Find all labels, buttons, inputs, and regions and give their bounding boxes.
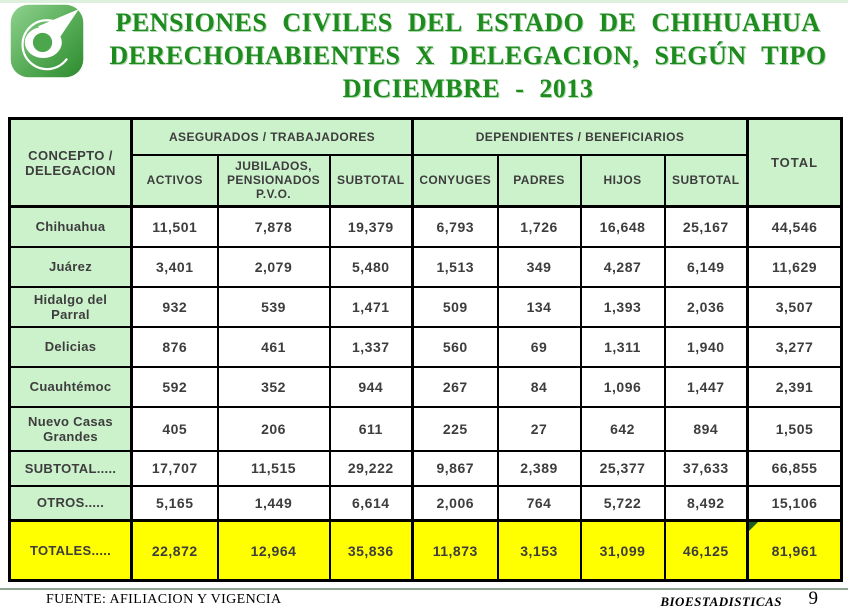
value-cell: 267 <box>413 367 498 407</box>
value-cell: 134 <box>498 287 581 327</box>
value-cell: 1,513 <box>413 247 498 287</box>
title-line-2: DERECHOHABIENTES X DELEGACION, SEGÚN TIPO <box>109 41 827 70</box>
value-cell: 6,614 <box>330 486 413 521</box>
table-row-totales <box>10 521 842 581</box>
header-dependientes-beneficiarios: DEPENDIENTES / BENEFICIARIOS <box>413 119 748 155</box>
pensiones-civiles-logo-icon <box>10 4 84 78</box>
value-cell: 29,222 <box>330 451 413 486</box>
value-cell: 11,515 <box>218 451 330 486</box>
header-activos: ACTIVOS <box>132 155 218 207</box>
value-cell: 5,165 <box>132 486 218 521</box>
value-cell: 16,648 <box>581 207 665 247</box>
header-total: TOTAL <box>748 119 842 207</box>
table-row-delicias <box>10 327 842 367</box>
row-label: Hidalgo del Parral <box>10 287 132 327</box>
header-sub-row <box>10 155 842 207</box>
row-label: Chihuahua <box>10 207 132 247</box>
value-cell: 4,287 <box>581 247 665 287</box>
value-cell: 1,940 <box>665 327 748 367</box>
value-cell: 35,836 <box>330 521 413 581</box>
value-cell: 876 <box>132 327 218 367</box>
value-cell: 8,492 <box>665 486 748 521</box>
header-concepto-delegacion: CONCEPTO / DELEGACION <box>10 119 132 207</box>
header-hijos: HIJOS <box>581 155 665 207</box>
table-row-subtotal <box>10 451 842 486</box>
value-cell: 15,106 <box>748 486 842 521</box>
slide-title <box>96 6 840 105</box>
value-cell: 25,167 <box>665 207 748 247</box>
footer-source-text: FUENTE: AFILIACION Y VIGENCIA <box>46 592 282 607</box>
value-cell: 349 <box>498 247 581 287</box>
footer-brand-text: BIOESTADISTICAS <box>660 594 782 609</box>
value-cell: 11,501 <box>132 207 218 247</box>
value-cell: 944 <box>330 367 413 407</box>
value-cell: 3,277 <box>748 327 842 367</box>
row-label: OTROS..... <box>10 486 132 521</box>
table-row-chihuahua <box>10 207 842 247</box>
grand-total-value: 81,961 <box>771 542 818 559</box>
page-number: 9 <box>808 588 818 609</box>
header-padres: PADRES <box>498 155 581 207</box>
value-cell: 1,726 <box>498 207 581 247</box>
value-cell: 1,449 <box>218 486 330 521</box>
value-cell: 5,722 <box>581 486 665 521</box>
value-cell: 509 <box>413 287 498 327</box>
value-cell: 206 <box>218 407 330 451</box>
value-cell: 2,389 <box>498 451 581 486</box>
value-cell: 1,505 <box>748 407 842 451</box>
value-cell: 27 <box>498 407 581 451</box>
table-row-cuauhtemoc <box>10 367 842 407</box>
row-label: SUBTOTAL..... <box>10 451 132 486</box>
value-cell: 5,480 <box>330 247 413 287</box>
footer-divider <box>0 588 848 590</box>
value-cell: 3,153 <box>498 521 581 581</box>
value-cell: 19,379 <box>330 207 413 247</box>
value-cell: 1,311 <box>581 327 665 367</box>
value-cell: 642 <box>581 407 665 451</box>
value-cell: 3,507 <box>748 287 842 327</box>
value-cell: 592 <box>132 367 218 407</box>
value-cell: 84 <box>498 367 581 407</box>
header-jubilados-pensionados: JUBILADOS, PENSIONADOS P.V.O. <box>218 155 330 207</box>
row-label: Juárez <box>10 247 132 287</box>
header-conyuges: CONYUGES <box>413 155 498 207</box>
value-cell: 11,629 <box>748 247 842 287</box>
value-cell: 932 <box>132 287 218 327</box>
value-cell: 37,633 <box>665 451 748 486</box>
value-cell: 2,006 <box>413 486 498 521</box>
value-cell: 9,867 <box>413 451 498 486</box>
header-asegurados-trabajadores: ASEGURADOS / TRABAJADORES <box>132 119 413 155</box>
value-cell: 894 <box>665 407 748 451</box>
value-cell-grand-total <box>748 521 842 581</box>
value-cell: 66,855 <box>748 451 842 486</box>
row-label: Nuevo Casas Grandes <box>10 407 132 451</box>
row-label: Delicias <box>10 327 132 367</box>
title-line-1: PENSIONES CIVILES DEL ESTADO DE CHIHUAHUA <box>115 8 821 37</box>
value-cell: 46,125 <box>665 521 748 581</box>
value-cell: 2,391 <box>748 367 842 407</box>
value-cell: 44,546 <box>748 207 842 247</box>
value-cell: 25,377 <box>581 451 665 486</box>
value-cell: 1,393 <box>581 287 665 327</box>
value-cell: 461 <box>218 327 330 367</box>
value-cell: 539 <box>218 287 330 327</box>
slide-top-edge <box>0 0 848 3</box>
table-row-hidalgo-del-parral <box>10 287 842 327</box>
header-subtotal-asegurados: SUBTOTAL <box>330 155 413 207</box>
value-cell: 1,471 <box>330 287 413 327</box>
value-cell: 1,096 <box>581 367 665 407</box>
value-cell: 7,878 <box>218 207 330 247</box>
value-cell: 352 <box>218 367 330 407</box>
row-label: TOTALES..... <box>10 521 132 581</box>
value-cell: 31,099 <box>581 521 665 581</box>
value-cell: 69 <box>498 327 581 367</box>
title-line-3: DICIEMBRE - 2013 <box>342 74 594 103</box>
table-row-juarez <box>10 247 842 287</box>
value-cell: 22,872 <box>132 521 218 581</box>
header-group-row <box>10 119 842 155</box>
value-cell: 764 <box>498 486 581 521</box>
value-cell: 3,401 <box>132 247 218 287</box>
value-cell: 611 <box>330 407 413 451</box>
comment-marker-icon <box>749 522 758 531</box>
value-cell: 2,036 <box>665 287 748 327</box>
value-cell: 17,707 <box>132 451 218 486</box>
value-cell: 6,793 <box>413 207 498 247</box>
value-cell: 225 <box>413 407 498 451</box>
table-row-otros <box>10 486 842 521</box>
value-cell: 2,079 <box>218 247 330 287</box>
derechohabientes-table <box>8 117 843 582</box>
value-cell: 405 <box>132 407 218 451</box>
row-label: Cuauhtémoc <box>10 367 132 407</box>
value-cell: 560 <box>413 327 498 367</box>
header-subtotal-dependientes: SUBTOTAL <box>665 155 748 207</box>
value-cell: 1,447 <box>665 367 748 407</box>
value-cell: 12,964 <box>218 521 330 581</box>
value-cell: 6,149 <box>665 247 748 287</box>
table-row-nuevo-casas-grandes <box>10 407 842 451</box>
value-cell: 11,873 <box>413 521 498 581</box>
value-cell: 1,337 <box>330 327 413 367</box>
